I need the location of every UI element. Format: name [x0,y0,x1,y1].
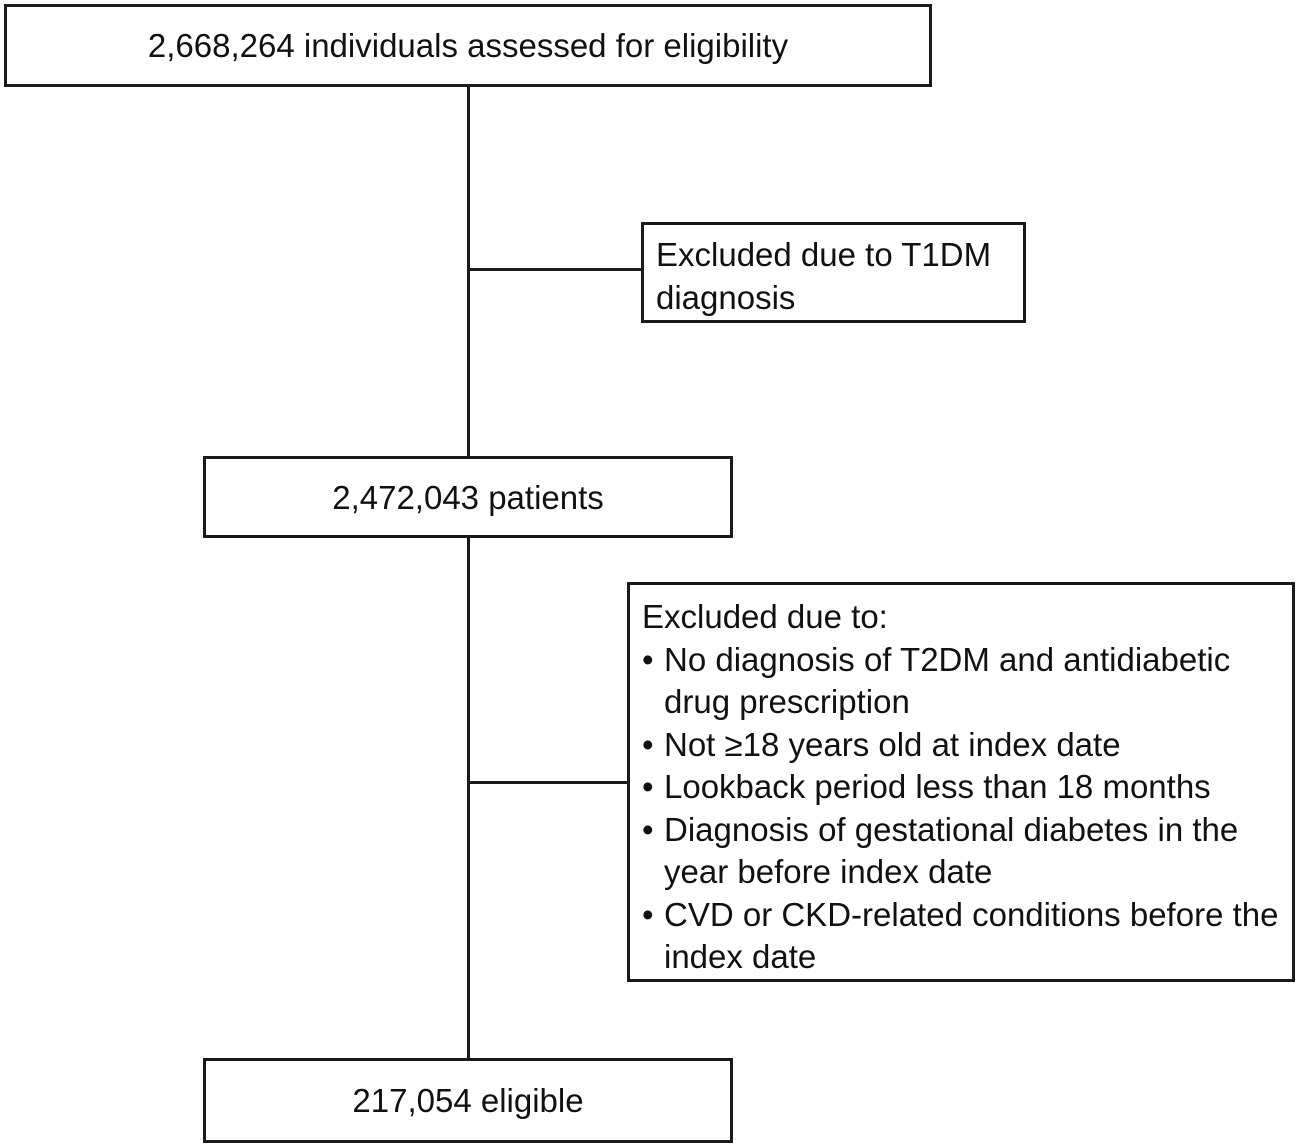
exclusion-criterion-item [642,894,1284,979]
bullet-icon: • [642,640,654,678]
eligible-count-text: 217,054 eligible [352,1082,584,1119]
exclusion-criterion-text: Lookback period less than 18 months [664,768,1211,805]
exclusion-criterion-text: Not ≥18 years old at index date [664,725,1121,763]
exclusion-criterion-text: CVD or CKD-related conditions before the index date [664,895,1279,975]
exclusion-criterion-item [642,766,1284,809]
assessed-box [4,4,932,87]
bullet-icon: • [642,725,654,763]
exclusion-t1dm-text [656,233,991,319]
exclusion-box-criteria [627,582,1295,982]
assessed-count-text: 2,668,264 individuals assessed for eligibility [147,27,789,64]
exclusion-criterion-text: No diagnosis of T2DM and antidiabetic drug prescription [664,640,1231,720]
exclusion-criteria-list [642,596,1284,979]
exclusion-box-t1dm [641,222,1026,323]
patients-count-text: 2,472,043 patients [332,478,604,516]
exclusion-criterion-text: Diagnosis of gestational diabetes in the year before index date [664,810,1239,890]
bullet-icon: • [642,768,654,805]
connector-top-to-middle [467,87,470,457]
bullet-icon: • [642,895,654,933]
exclusion-criteria-heading: Excluded due to: [642,598,888,635]
connector-branch-exclusion-1 [467,268,642,271]
exclusion-criterion-item [642,639,1284,724]
exclusion-criterion-item [642,724,1284,767]
patients-box [203,456,733,538]
exclusion-t1dm-line-2: diagnosis [656,279,796,316]
exclusion-t1dm-line-1: Excluded due to T1DM [656,236,992,273]
eligible-box [203,1058,733,1143]
connector-branch-exclusion-2 [467,781,628,784]
bullet-icon: • [642,810,654,848]
connector-middle-to-bottom [467,538,470,1059]
exclusion-criterion-item [642,809,1284,894]
